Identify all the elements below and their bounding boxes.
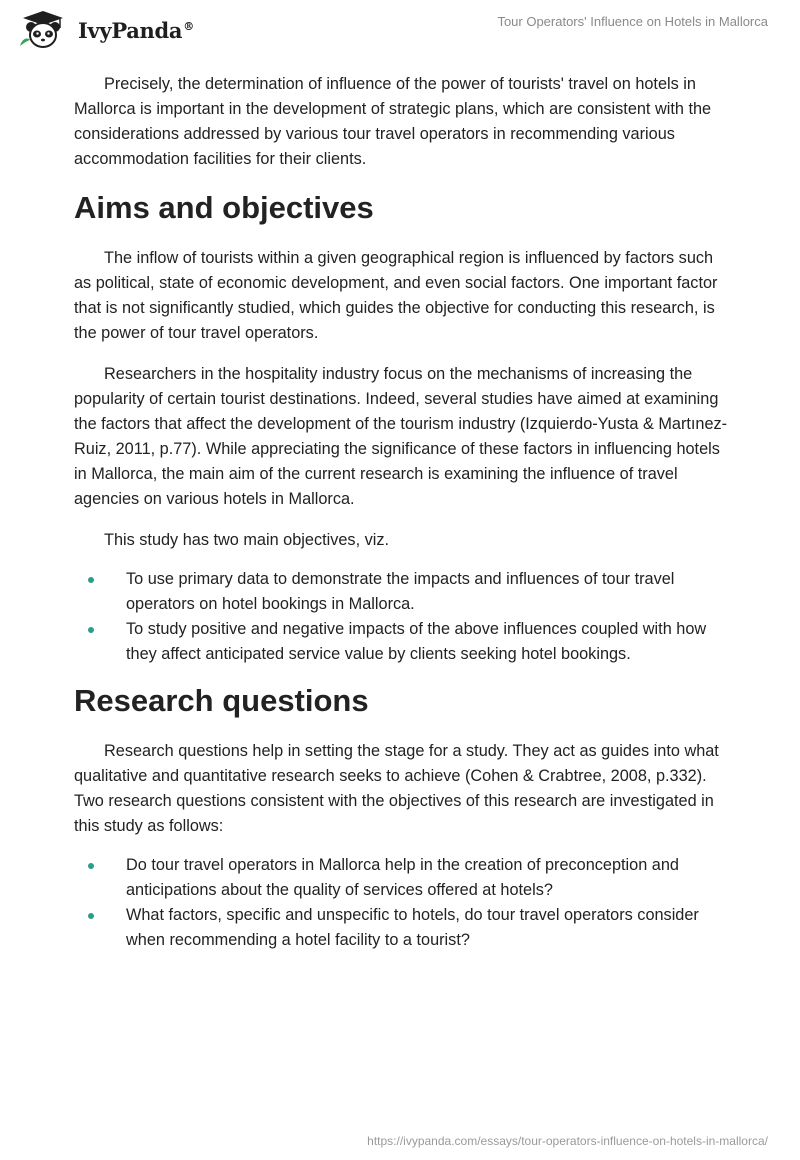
list-item: What factors, specific and unspecific to hotels, do tour travel operators consider when recommending a hotel facility to a tourist? [74,903,734,953]
section-heading-research-questions: Research questions [74,683,369,718]
logo-text: IvyPanda® [78,17,194,43]
essay-body [74,72,734,967]
page-header [0,0,800,60]
aims-paragraph-1: The inflow of tourists within a given geographical region is influenced by factors such as political, state of economic development, and even social factors. One important factor that is not significantly studied, which guides the objective for conducting this research, is the power of tour travel operators. [74,249,718,342]
bullet-icon [88,863,94,869]
panda-graduate-icon [14,10,72,50]
list-item: To study positive and negative impacts of the above influences coupled with how they affect anticipated service value by clients seeking hotel bookings. [74,617,734,667]
intro-paragraph: Precisely, the determination of influence of the power of tourists' travel on hotels in Mallorca is important in the development of strategic plans, which are consistent with the considerations addressed by various tour travel operators in recommending various accommodation facilities for their clients. [74,75,712,168]
objectives-list [74,567,734,667]
source-url-link[interactable]: https://ivypanda.com/essays/tour-operators-influence-on-hotels-in-mallorca/ [367,1134,768,1148]
bullet-icon [88,913,94,919]
list-item: To use primary data to demonstrate the impacts and influences of tour travel operators on hotel bookings in Mallorca. [74,567,734,617]
list-item: Do tour travel operators in Mallorca help in the creation of preconception and anticipations about the quality of services offered at hotels? [74,853,734,903]
bullet-icon [88,577,94,583]
bullet-icon [88,627,94,633]
research-paragraph-1: Research questions help in setting the stage for a study. They act as guides into what qualitative and quantitative research seeks to achieve (Cohen & Crabtree, 2008, p.332). Two research questions consistent with the objectives of this research are investigated in this study as follows: [74,742,719,835]
aims-paragraph-3: This study has two main objectives, viz. [104,531,390,549]
aims-paragraph-2: Researchers in the hospitality industry focus on the mechanisms of increasing the popularity of certain tourist destinations. Indeed, several studies have aimed at examining the factors that affect the development of the tourism industry (Izquierdo-Yusta & Martınez-Ruiz, 2011, p.77). While appreciating the significance of these factors in influencing hotels in Mallorca, the main aim of the current research is examining the influence of travel agencies on various hotels in Mallorca. [74,365,728,508]
document-title: Tour Operators' Influence on Hotels in Mallorca [497,14,768,29]
section-heading-aims: Aims and objectives [74,190,374,225]
ivypanda-logo[interactable] [14,10,194,50]
research-questions-list [74,853,734,953]
